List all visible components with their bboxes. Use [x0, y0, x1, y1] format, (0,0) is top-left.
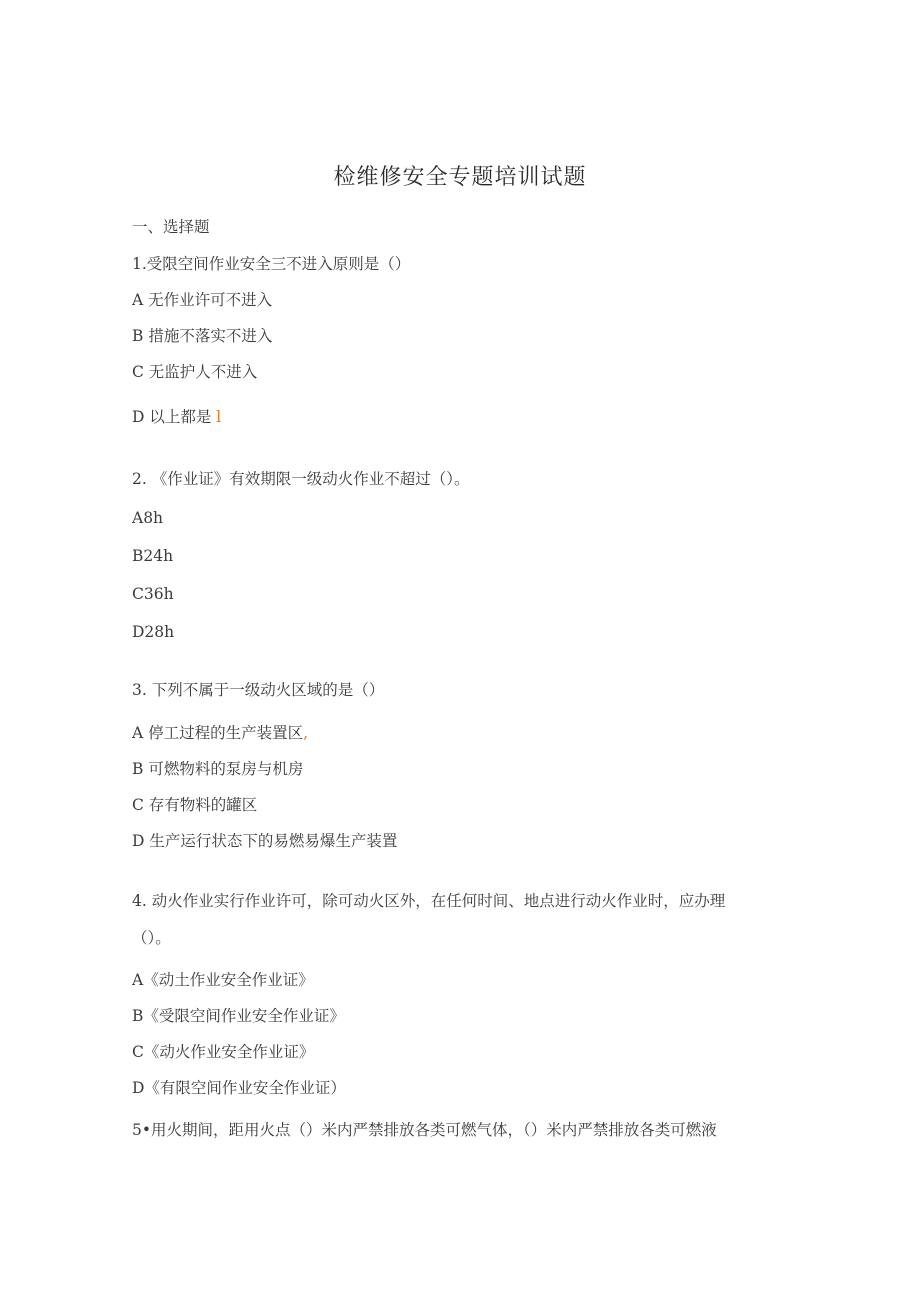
q1-option-c: C 无监护人不进入 — [132, 363, 258, 381]
q4-option-c: C《动火作业安全作业证》 — [132, 1043, 315, 1061]
q3-option-b: B 可燃物料的泵房与机房 — [132, 760, 304, 778]
question-4-line-2: （）。 — [132, 929, 171, 947]
q2-option-a: A8h — [132, 509, 164, 527]
page-title: 检维修安全专题培训试题 — [333, 165, 587, 190]
q1-answer-mark: l — [216, 408, 222, 426]
section-heading: 一、选择题 — [132, 218, 210, 236]
question-4-line-1: 4. 动火作业实行作业许可，除可动火区外，在任何时间、地点进行动火作业时，应办理 — [132, 892, 726, 910]
q3-option-c: C 存有物料的罐区 — [132, 796, 258, 814]
q1-option-a: A 无作业许可不进入 — [132, 291, 273, 309]
q3-option-a: A 停工过程的生产装置区 — [132, 724, 304, 742]
q2-option-d: D28h — [132, 623, 175, 641]
q3-option-a-line — [132, 721, 308, 743]
q4-option-b: B《受限空间作业安全作业证》 — [132, 1007, 345, 1025]
q4-option-a: A《动土作业安全作业证》 — [132, 971, 314, 989]
question-1: 1.受限空间作业安全三不进入原则是（） — [132, 255, 411, 273]
question-3: 3. 下列不属于一级动火区域的是（） — [132, 681, 385, 699]
q2-option-c: C36h — [132, 585, 174, 603]
q2-option-b: B24h — [132, 547, 174, 565]
q3-option-d: D 生产运行状态下的易燃易爆生产装置 — [132, 832, 398, 850]
q1-option-b: B 措施不落实不进入 — [132, 327, 273, 345]
question-2: 2. 《作业证》有效期限一级动火作业不超过（）。 — [132, 470, 470, 488]
q4-option-d: D《有限空间作业安全作业证） — [132, 1079, 346, 1097]
question-5: 5•用火期间，距用火点（）米内严禁排放各类可燃气体，（）米内严禁排放各类可燃液 — [132, 1121, 717, 1139]
q1-option-d-line — [132, 405, 221, 427]
q1-option-d: D 以上都是 — [132, 408, 212, 426]
q3-answer-mark: , — [303, 724, 309, 742]
